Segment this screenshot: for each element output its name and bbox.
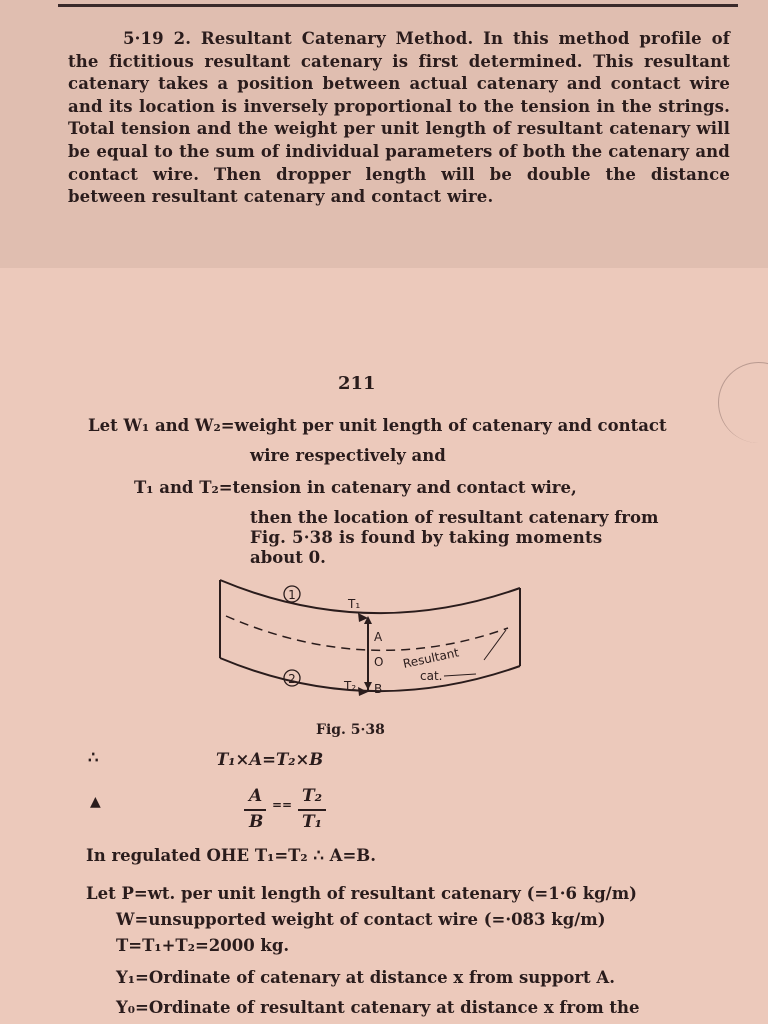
fraction-numerator-a: A — [249, 786, 263, 806]
label-t2: T₂ — [344, 679, 357, 693]
section-body: In this method profile of the fictitious resultant catenary is first determined. This resultant catenary takes a position between actual catenary and contact wire and its location is inversely proportional to the tension in the strings. Total tension and the weight per unit length of resultant catenary will be equal to the sum of individual parameters of both the catenary and contact wire. Then dropper length will be double the distance between resultant catenary and contact wire. — [68, 29, 730, 207]
resultant-leader — [484, 630, 506, 660]
then-line-3: about 0. — [250, 548, 326, 567]
definition-y0: Y₀=Ordinate of resultant catenary at distance x from the — [116, 998, 640, 1017]
contact-wire — [220, 658, 520, 691]
label-cat: cat. — [420, 669, 443, 683]
fraction-denominator-t1: T₁ — [302, 812, 323, 832]
fraction-bar-left — [244, 809, 266, 811]
definition-p: Let P=wt. per unit length of resultant catenary (=1·6 kg/m) — [86, 884, 637, 903]
top-rule — [58, 4, 738, 7]
catenary-wire — [220, 580, 520, 613]
cat-leader — [444, 674, 476, 676]
fraction-bar-right — [298, 809, 326, 811]
fraction-denominator-b: B — [249, 812, 264, 832]
definition-t-sum: T=T₁+T₂=2000 kg. — [116, 936, 290, 955]
section-paragraph — [68, 28, 730, 209]
ratio-equation — [244, 786, 344, 840]
figure-caption: Fig. 5·38 — [316, 722, 385, 738]
definition-w: Let W₁ and W₂=weight per unit length of catenary and contact — [88, 416, 667, 435]
label-a: A — [374, 630, 383, 644]
label-2: 2 — [288, 672, 296, 686]
therefore-symbol-1: ∴ — [88, 748, 99, 767]
arrow-b — [364, 682, 372, 690]
label-resultant: Resultant — [401, 645, 461, 671]
label-1: 1 — [288, 588, 296, 602]
margin-mark: ▲ — [90, 794, 101, 810]
definition-w-unsupported: W=unsupported weight of contact wire (=·083 kg/m) — [116, 910, 606, 929]
fraction-numerator-t2: T₂ — [302, 786, 323, 806]
definition-y1: Y₁=Ordinate of catenary at distance x from support A. — [116, 968, 615, 987]
then-line-1: then the location of resultant catenary from — [250, 508, 659, 527]
section-heading: 5·19 2. Resultant Catenary Method. — [123, 29, 474, 48]
arrow-t2 — [358, 687, 368, 696]
label-b: B — [374, 682, 383, 696]
fraction-equals: == — [272, 798, 293, 812]
definition-w-continued: wire respectively and — [250, 446, 446, 465]
page-number: 211 — [338, 373, 376, 394]
label-t1: T₁ — [348, 597, 361, 611]
definition-t: T₁ and T₂=tension in catenary and contact wire, — [134, 478, 577, 497]
then-line-2: Fig. 5·38 is found by taking moments — [250, 528, 603, 547]
upper-page — [0, 0, 768, 268]
label-o: O — [374, 655, 384, 669]
equation-moments: T₁×A=T₂×B — [216, 750, 324, 769]
regulated-ohe-line: In regulated OHE T₁=T₂ ∴ A=B. — [86, 846, 376, 865]
catenary-diagram — [218, 572, 528, 712]
